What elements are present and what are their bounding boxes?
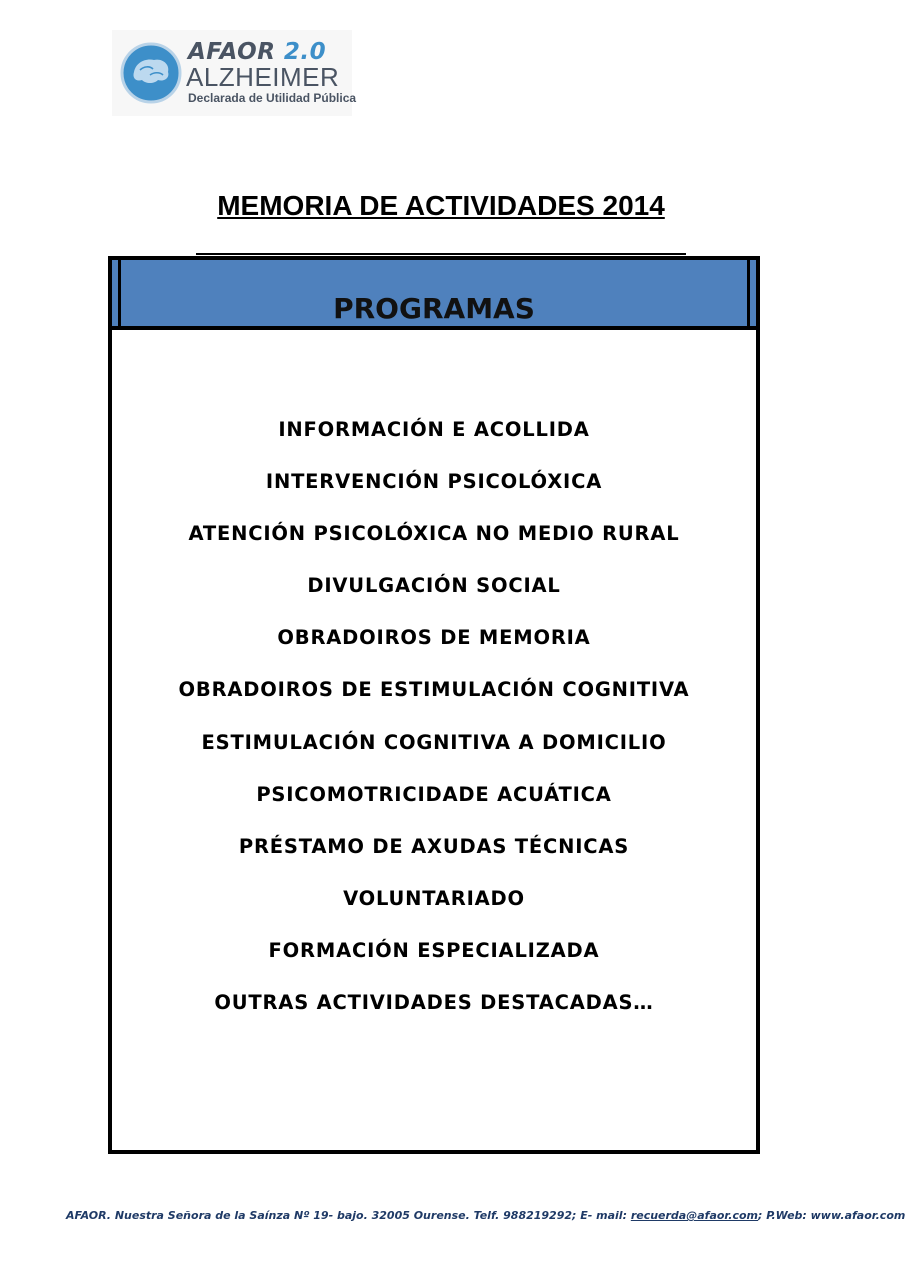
program-item: VOLUNTARIADO xyxy=(343,886,525,910)
program-item: FORMACIÓN ESPECIALIZADA xyxy=(268,938,600,962)
programs-heading: PROGRAMAS xyxy=(333,292,535,325)
footer-address: AFAOR. Nuestra Señora de la Saínza Nº 19- bajo. 32005 Ourense. Telf. 988219292; E- mail: xyxy=(66,1209,631,1222)
program-list xyxy=(112,404,756,1029)
logo-name: ALZHEIMER xyxy=(186,62,340,92)
program-item: OBRADOIROS DE MEMORIA xyxy=(277,626,591,650)
programs-header xyxy=(112,260,756,330)
program-item: ESTIMULACIÓN COGNITIVA A DOMICILIO xyxy=(201,730,667,754)
programs-box xyxy=(108,256,760,1154)
footer-web: ; P.Web: www.afaor.com xyxy=(758,1209,906,1222)
footer-contact xyxy=(66,1208,906,1224)
program-item: DIVULGACIÓN SOCIAL xyxy=(307,574,561,598)
footer-email-link[interactable]: recuerda@afaor.com xyxy=(630,1209,758,1222)
program-item: PRÉSTAMO DE AXUDAS TÉCNICAS xyxy=(238,834,630,858)
document-title: MEMORIA DE ACTIVIDADES 2014 xyxy=(217,190,665,221)
program-item: INTERVENCIÓN PSICOLÓXICA xyxy=(265,470,603,494)
program-item: OUTRAS ACTIVIDADES DESTACADAS… xyxy=(214,991,654,1015)
program-item: OBRADOIROS DE ESTIMULACIÓN COGNITIVA xyxy=(178,678,690,702)
program-item: ATENCIÓN PSICOLÓXICA NO MEDIO RURAL xyxy=(188,522,680,546)
afaor-brain-icon xyxy=(120,42,182,104)
program-item: PSICOMOTRICIDADE ACUÁTICA xyxy=(256,782,612,806)
title-divider xyxy=(196,253,686,255)
logo-title: AFAOR 2.0 xyxy=(188,39,327,65)
logo-tagline: Declarada de Utilidad Pública xyxy=(188,91,357,105)
afaor-logo xyxy=(112,30,357,116)
program-item: INFORMACIÓN E ACOLLIDA xyxy=(278,418,590,441)
